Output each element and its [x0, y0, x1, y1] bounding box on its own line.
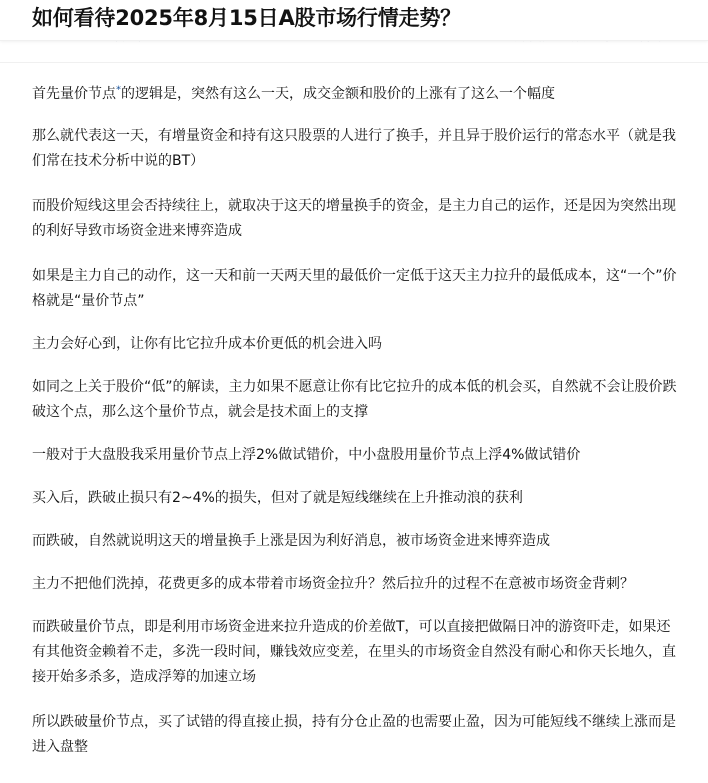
paragraph-2: 那么就代表这一天，有增量资金和持有这只股票的人进行了换手，并且异于股价运行的常态水平（就是我们常在技术分析中说的BT） [32, 128, 676, 169]
search-star-icon[interactable]: * [116, 84, 121, 96]
paragraph-3: 而股价短线这里会否持续往上，就取决于这天的增量换手的资金，是主力自己的运作，还是因为突然出现的利好导致市场资金进来博弈造成 [32, 198, 676, 239]
paragraph-6: 如同之上关于股价“低”的解读，主力如果不愿意让你有比它拉升的成本低的机会买，自然就不会让股价跌破这个点，那么这个量价节点，就会是技术面上的支撑 [32, 379, 677, 420]
paragraph-text: 的逻辑是，突然有这么一天，成交金额和股价的上涨有了这么一个幅度 [121, 86, 555, 102]
paragraph-7: 一般对于大盘股我采用量价节点上浮2%做试错价，中小盘股用量价节点上浮4%做试错价 [32, 447, 581, 463]
question-header [0, 0, 708, 41]
answer-content [32, 82, 684, 760]
paragraph-11: 而跌破量价节点，即是利用市场资金进来拉升造成的价差做T，可以直接把做隔日冲的游资吓走，如果还有其他资金赖着不走，多洗一段时间，赚钱效应变差，在里头的市场资金自然没有耐心和你天长地久，直接开始多杀多，造成浮筹的加速立场 [32, 619, 676, 685]
paragraph-5: 主力会好心到，让你有比它拉升成本价更低的机会进入吗 [32, 336, 382, 352]
paragraph-10: 主力不把他们洗掉，花费更多的成本带着市场资金拉升？然后拉升的过程不在意被市场资金背刺？ [32, 576, 634, 592]
paragraph-12: 所以跌破量价节点，买了试错的得直接止损，持有分仓止盈的也需要止盈，因为可能短线不继续上涨而是进入盘整 [32, 714, 676, 755]
keyword-link-price-volume-node[interactable]: 量价节点 [60, 86, 116, 102]
question-title[interactable]: 如何看待2025年8月15日A股市场行情走势？ [32, 6, 461, 30]
paragraph-9: 而跌破，自然就说明这天的增量换手上涨是因为利好消息，被市场资金进来博弈造成 [32, 533, 550, 549]
paragraph-text: 首先 [32, 86, 60, 102]
paragraph-1 [32, 82, 684, 107]
paragraph-4: 如果是主力自己的动作，这一天和前一天两天里的最低价一定低于这天主力拉升的最低成本，这“一个”价格就是“量价节点” [32, 268, 677, 309]
divider [0, 62, 708, 63]
paragraph-8: 买入后，跌破止损只有2~4%的损失，但对了就是短线继续在上升推动浪的获利 [32, 490, 523, 506]
